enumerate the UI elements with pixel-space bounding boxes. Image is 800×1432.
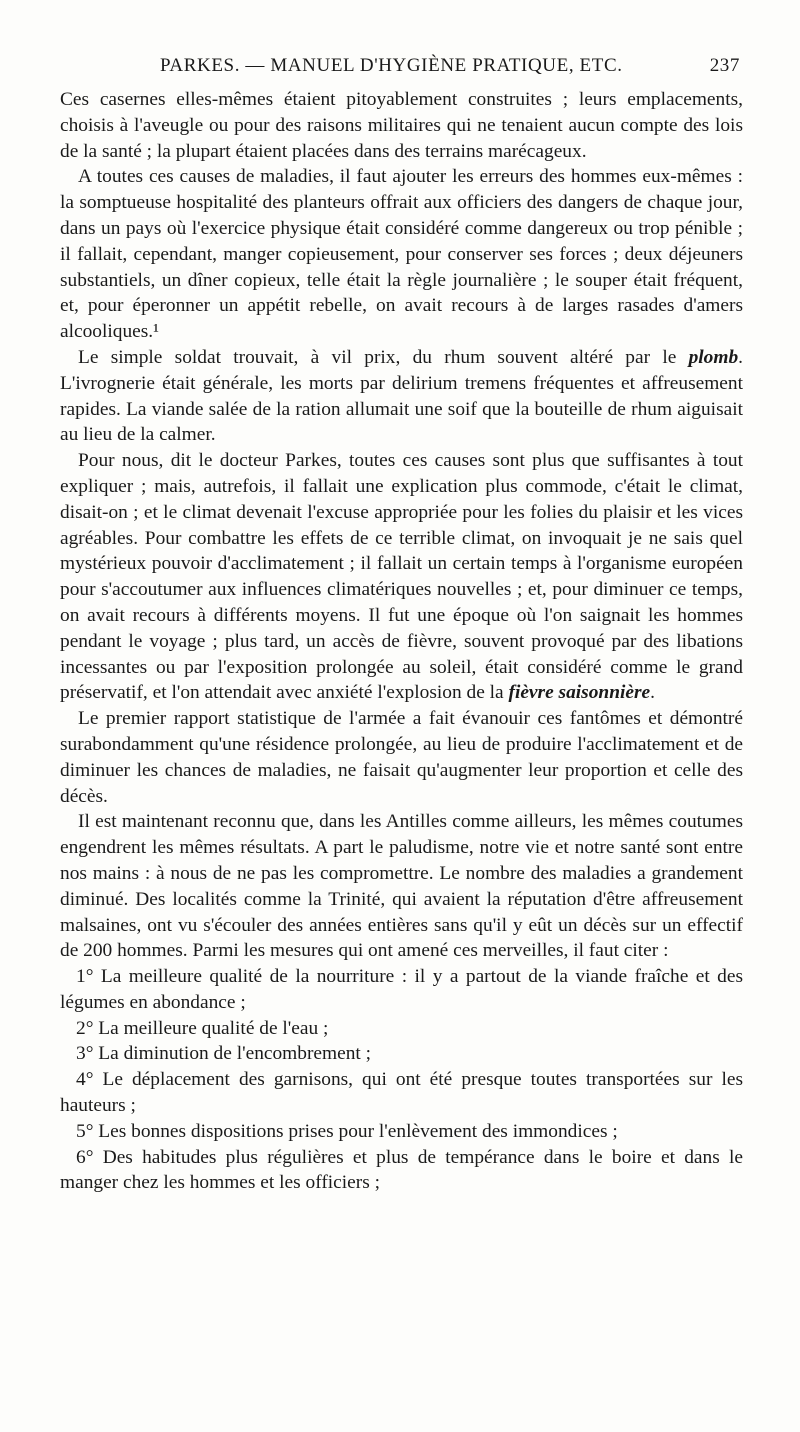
- paragraph-statistics: Le premier rapport statistique de l'armée a fait évanouir ces fantômes et démontré surabondamment qu'une résidence prolongée, au lieu de produire l'acclimatement et de diminuer les chances de maladies, ne faisait qu'augmenter leur proportion et celle des décès.: [60, 708, 743, 807]
- page-number: 237: [709, 55, 740, 76]
- rum-text-before: Le simple soldat trouvait, à vil prix, du rhum souvent altéré par le: [78, 346, 689, 368]
- running-title: PARKES. — MANUEL D'HYGIÈNE PRATIQUE, ETC.: [160, 55, 623, 76]
- climate-text-after: .: [650, 682, 655, 704]
- list-item: 4° Le déplacement des garnisons, qui ont été presque toutes transportées sur les hauteurs ;: [60, 1069, 743, 1117]
- list-item: 2° La meilleure qualité de l'eau ;: [76, 1017, 329, 1039]
- list-item: 5° Les bonnes dispositions prises pour l'enlèvement des immondices ;: [76, 1120, 618, 1142]
- paragraph-antilles: Il est maintenant reconnu que, dans les Antilles comme ailleurs, les mêmes coutumes engendrent les mêmes résultats. A part le paludisme, notre vie et notre santé sont entre nos mains : à nous de ne pas les compromettre. Le nombre des maladies a grandement diminué. Des localités comme la Trinité, qui avaient la réputation d'être affreusement malsaines, ont vu s'écouler des années entières sans qu'il y eût un décès sur un effectif de 200 hommes. Parmi les mesures qui ont amené ces merveilles, il faut citer :: [60, 811, 743, 962]
- rum-text-after: . L'ivrognerie était générale, les morts par delirium tremens fréquentes et affreusement rapides. La viande salée de la ration allumait une soif que la bouteille de rhum aiguisait au lieu de la calmer.: [60, 346, 743, 446]
- climate-text-before: Pour nous, dit le docteur Parkes, toutes ces causes sont plus que suffisantes à tout expliquer ; mais, autrefois, il fallait une explication plus commode, c'était le climat, disait-on ; et le climat devenait l'excuse appropriée pour les folies du plaisir et les vices agréables. Pour combattre les effets de ce terrible climat, on invoquait je ne sais quel mystérieux pouvoir d'acclimatement ; il fallait un certain temps à l'organisme européen pour s'accoutumer aux influences climatériques nouvelles ; et, pour diminuer ce temps, on avait recours à différents moyens. Il fut une époque où l'on saignait les hommes pendant le voyage ; plus tard, un accès de fièvre, souvent provoqué par des libations incessantes ou par l'exposition prolongée au soleil, était considéré comme le grand préservatif, et l'on attendait avec anxiété l'explosion de la: [60, 450, 743, 704]
- page-header: [60, 55, 740, 85]
- list-item: 6° Des habitudes plus régulières et plus de tempérance dans le boire et dans le manger chez les hommes et les officiers ;: [60, 1146, 743, 1194]
- climate-italic-fever: fièvre saisonnière: [508, 682, 651, 704]
- page-body: [60, 87, 743, 1196]
- paragraph-climate: [60, 448, 743, 706]
- paragraph-rum: [60, 345, 743, 448]
- list-item: 3° La diminution de l'encombrement ;: [76, 1043, 372, 1065]
- paragraph-barracks: Ces casernes elles-mêmes étaient pitoyablement construites ; leurs emplacements, choisis à l'aveugle ou pour des raisons militaires qui ne tenaient aucun compte des lois de la santé ; la plupart étaient placées dans des terrains marécageux.: [60, 89, 743, 162]
- list-item: 1° La meilleure qualité de la nourriture : il y a partout de la viande fraîche et des légumes en abondance ;: [60, 966, 743, 1013]
- paragraph-causes: A toutes ces causes de maladies, il faut ajouter les erreurs des hommes eux-mêmes : la somptueuse hospitalité des planteurs offrait aux officiers des dangers de chaque jour, dans un pays où l'exercice physique était considéré comme dangereux ou trop pénible ; il fallait, cependant, manger copieusement, pour conserver ses forces ; deux déjeuners substantiels, un dîner copieux, telle était la règle journalière ; le souper était fréquent, et, pour éperonner un appétit rebelle, on avait recours à de larges rasades d'amers alcooliques.¹: [60, 166, 743, 343]
- rum-italic-plomb: plomb: [688, 346, 739, 368]
